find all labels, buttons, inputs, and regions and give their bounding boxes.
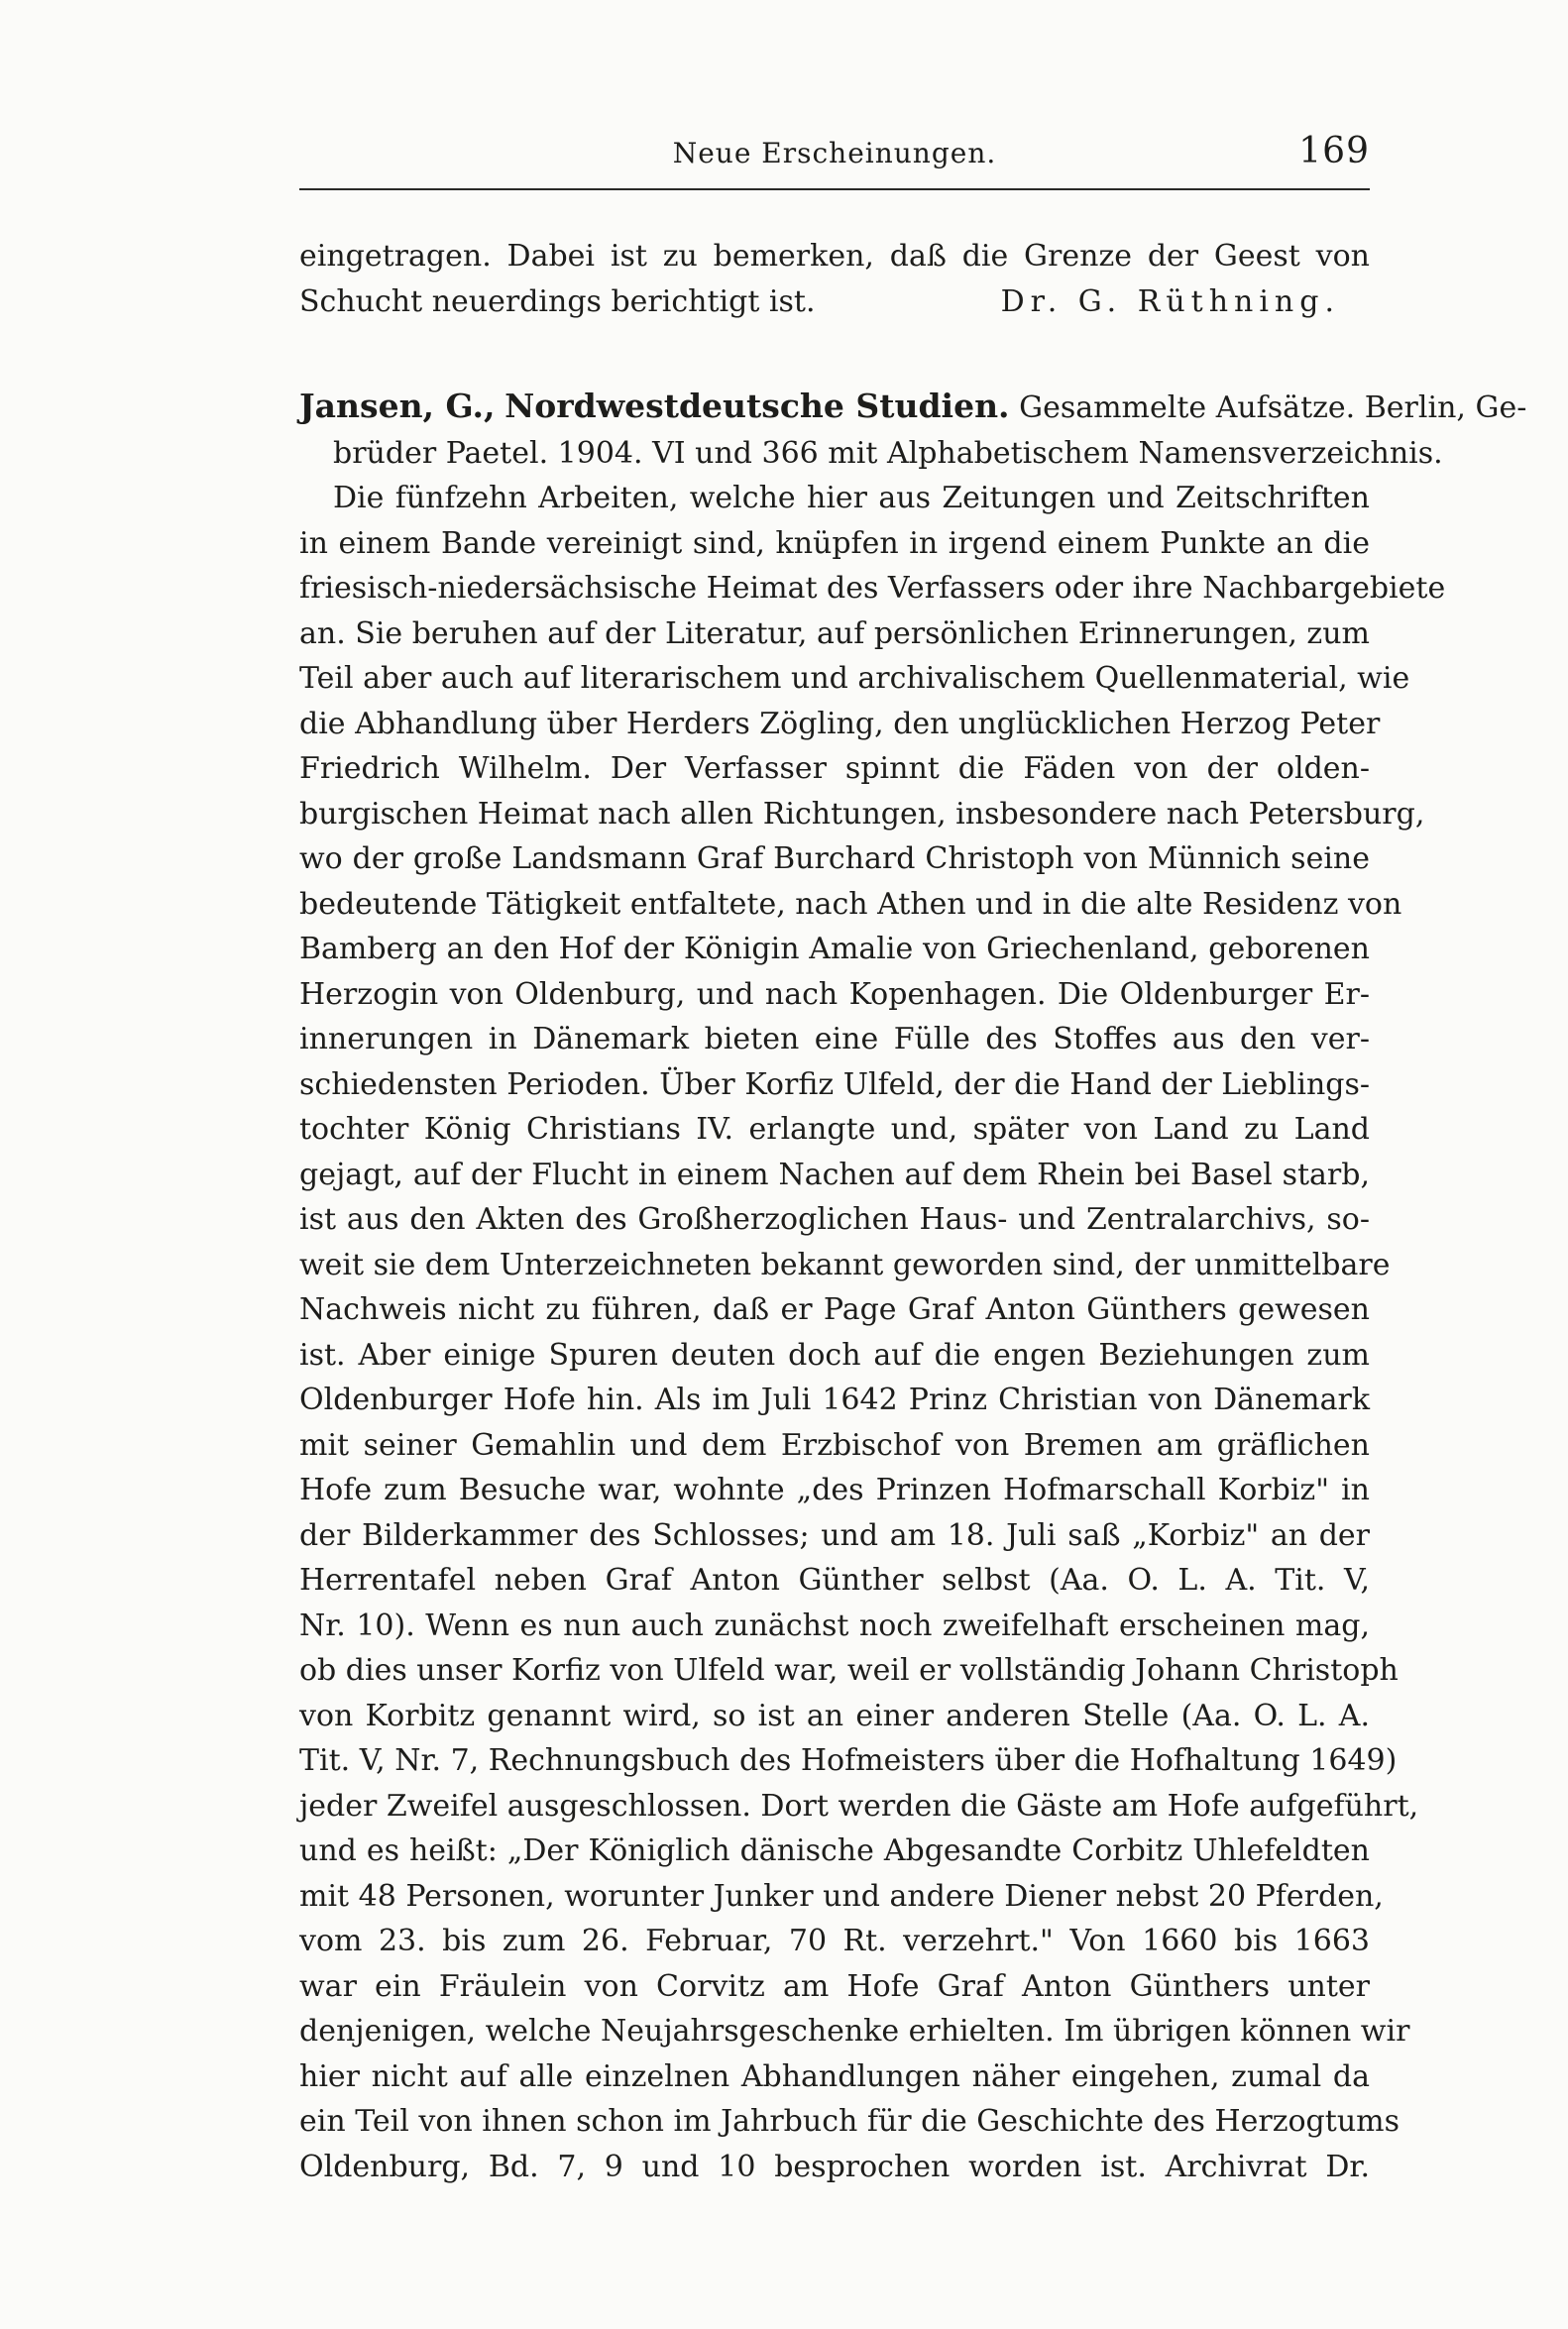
text-line: an. Sie beruhen auf der Literatur, auf persönlichen Erinnerungen, zum [299, 615, 1370, 651]
section-spacer [299, 324, 1370, 384]
text-line: ist. Aber einige Spuren deuten doch auf die engen Beziehungen zum [299, 1337, 1370, 1373]
entry-author: Jansen, G., [299, 387, 496, 425]
text-line: Teil aber auch auf literarischem und archivalischem Quellenmaterial, wie [299, 661, 1410, 696]
text-line: von Korbitz genannt wird, so ist an einer anderen Stelle (Aa. O. L. A. [299, 1698, 1370, 1733]
text-line: Nr. 10). Wenn es nun auch zunächst noch zweifelhaft erscheinen mag, [299, 1608, 1370, 1643]
entry-title: Nordwestdeutsche Studien. [504, 387, 1010, 425]
text-line: schiedensten Perioden. Über Korfiz Ulfeld, der die Hand der Lieblings- [299, 1066, 1370, 1102]
text-line: denjenigen, welche Neujahrsgeschenke erhielten. Im übrigen können wir [299, 2014, 1410, 2049]
text-line: Hofe zum Besuche war, wohnte „des Prinzen Hofmarschall Korbiz" in [299, 1473, 1370, 1507]
text-line: hier nicht auf alle einzelnen Abhandlungen näher eingehen, zumal da [299, 2058, 1370, 2094]
text-line: tochter König Christians IV. erlangte und, später von Land zu Land [299, 1112, 1370, 1147]
signature-line [299, 279, 1370, 325]
text-line: vom 23. bis zum 26. Februar, 70 Rt. verzehrt." Von 1660 bis 1663 [299, 1924, 1370, 1958]
text-line: Bamberg an den Hof der Königin Amalie von Griechenland, geborenen [299, 932, 1370, 966]
text-line: burgischen Heimat nach allen Richtungen, insbesondere nach Petersburg, [299, 796, 1425, 832]
text-line: Herzogin von Oldenburg, und nach Kopenhagen. Die Oldenburger Er- [299, 976, 1370, 1012]
text-line: der Bilderkammer des Schlosses; und am 18. Juli saß „Korbiz" an der [299, 1517, 1370, 1553]
text-line: gejagt, auf der Flucht in einem Nachen auf dem Rhein bei Basel starb, [299, 1157, 1370, 1192]
text-line: eingetragen. Dabei ist zu bemerken, daß die Grenze der Geest von [299, 239, 1370, 274]
text-line: ist aus den Akten des Großherzoglichen Haus- und Zentralarchivs, so- [299, 1202, 1370, 1237]
text-line: innerungen in Dänemark bieten eine Fülle des Stoffes aus den ver- [299, 1022, 1370, 1056]
reviewer-signature: Dr. G. Rüthning. [1000, 283, 1340, 319]
header-rule [299, 188, 1370, 190]
text-line: Schucht neuerdings berichtigt ist. [299, 283, 816, 319]
text-line: weit sie dem Unterzeichneten bekannt geworden sind, der unmittelbare [299, 1247, 1391, 1282]
running-title: Neue Erscheinungen. [672, 137, 997, 169]
text-line: Friedrich Wilhelm. Der Verfasser spinnt die Fäden von der olden- [299, 751, 1370, 786]
text-line: in einem Bande vereinigt sind, knüpfen in irgend einem Punkte an die [299, 525, 1370, 561]
text-line: ob dies unser Korfiz von Ulfeld war, weil er vollständig Johann Christoph [299, 1653, 1399, 1688]
entry-biblio: Gesammelte Aufsätze. Berlin, Ge- [1019, 390, 1527, 425]
text-line: friesisch-niedersächsische Heimat des Verfassers oder ihre Nachbargebiete [299, 571, 1446, 606]
text-line: mit 48 Personen, worunter Junker und andere Diener nebst 20 Pferden, [299, 1878, 1384, 1914]
page-body [299, 234, 1527, 2189]
entry-biblio-continued: brüder Paetel. 1904. VI und 366 mit Alphabetischem Namensverzeichnis. [333, 435, 1443, 471]
text-line: ein Teil von ihnen schon im Jahrbuch für die Geschichte des Herzogtums [299, 2104, 1400, 2139]
text-line: Tit. V, Nr. 7, Rechnungsbuch des Hofmeisters über die Hofhaltung 1649) [299, 1743, 1398, 1778]
text-line: Oldenburg, Bd. 7, 9 und 10 besprochen worden ist. Archivrat Dr. [299, 2149, 1370, 2184]
text-line: wo der große Landsmann Graf Burchard Christoph von Münnich seine [299, 841, 1370, 876]
text-line: war ein Fräulein von Corvitz am Hofe Graf Anton Günthers unter [299, 1968, 1370, 2004]
text-line: jeder Zweifel ausgeschlossen. Dort werden die Gäste am Hofe aufgeführt, [299, 1788, 1419, 1824]
text-line: und es heißt: „Der Königlich dänische Abgesandte Corbitz Uhlefeldten [299, 1833, 1370, 1868]
entry-heading [299, 384, 1527, 431]
page-header [299, 131, 1370, 192]
text-line: Oldenburger Hofe hin. Als im Juli 1642 Prinz Christian von Dänemark [299, 1383, 1370, 1417]
text-line: Herrentafel neben Graf Anton Günther selbst (Aa. O. L. A. Tit. V, [299, 1563, 1370, 1598]
text-line: mit seiner Gemahlin und dem Erzbischof von Bremen am gräflichen [299, 1427, 1370, 1463]
text-line: die Abhandlung über Herders Zögling, den unglücklichen Herzog Peter [299, 706, 1381, 741]
text-line: bedeutende Tätigkeit entfaltete, nach Athen und in die alte Residenz von [299, 886, 1402, 922]
text-line: Die fünfzehn Arbeiten, welche hier aus Zeitungen und Zeitschriften [333, 481, 1370, 515]
page-number: 169 [1298, 131, 1370, 171]
text-line: Nachweis nicht zu führen, daß er Page Graf Anton Günthers gewesen [299, 1292, 1370, 1327]
